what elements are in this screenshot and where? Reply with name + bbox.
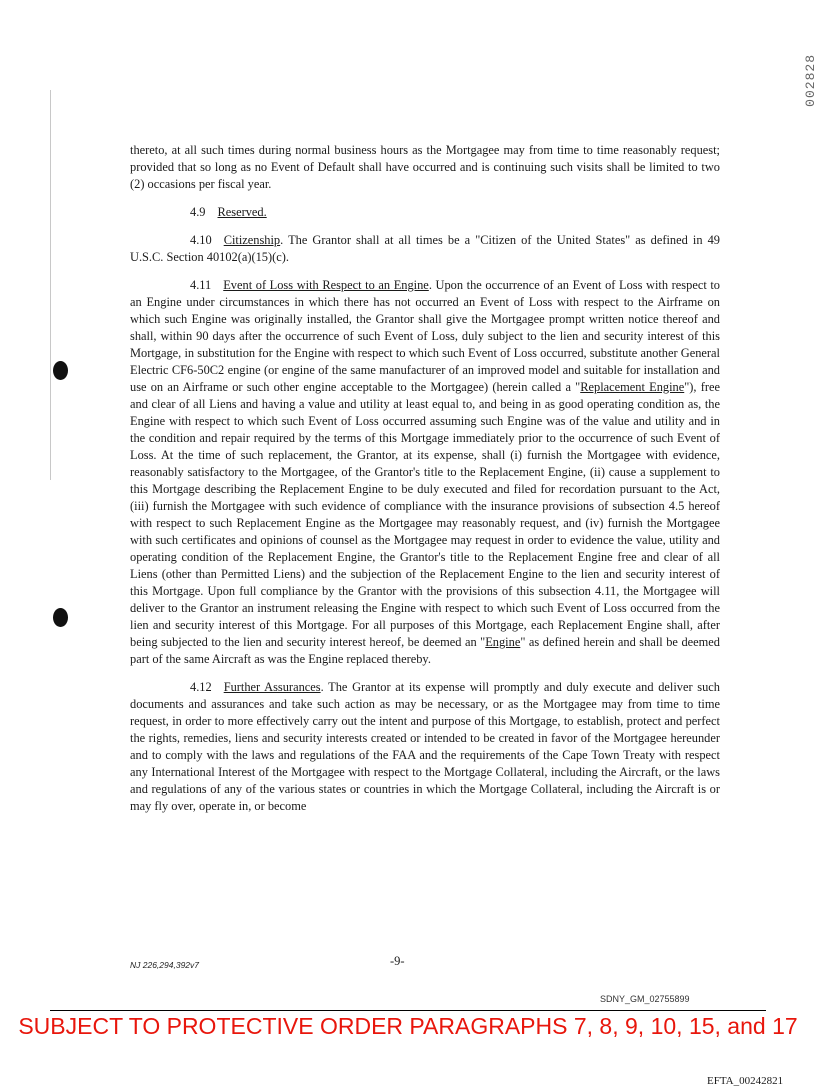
footer-rule bbox=[50, 1010, 766, 1011]
defined-term: Engine bbox=[485, 635, 521, 649]
bates-stamp: 002828 bbox=[803, 54, 818, 107]
section-heading: Event of Loss with Respect to an Engine bbox=[223, 278, 429, 292]
section-number: 4.9 bbox=[190, 205, 206, 219]
page-number: -9- bbox=[390, 954, 405, 968]
section-heading: Further Assurances bbox=[223, 680, 321, 694]
punch-hole-upper bbox=[53, 361, 68, 380]
continuation-paragraph: thereto, at all such times during normal business hours as the Mortgagee may from time to time reasonably request; provided that so long as no Event of Default shall have occurred and is continuing such visits shall be limited to two (2) occasions per fiscal year. bbox=[130, 143, 720, 191]
section-heading: Citizenship bbox=[223, 233, 281, 247]
section-heading: Reserved. bbox=[217, 205, 267, 219]
section-4-11 bbox=[130, 277, 720, 668]
control-number: SDNY_GM_02755899 bbox=[600, 994, 690, 1004]
document-id: NJ 226,294,392v7 bbox=[130, 960, 199, 970]
left-margin-line bbox=[50, 90, 51, 480]
section-text: " as defined herein and shall be deemed part of the same Aircraft as was the Engine replaced thereby. bbox=[130, 635, 720, 666]
punch-hole-lower bbox=[53, 608, 68, 627]
section-text: . The Grantor at its expense will promptly and duly execute and deliver such documents and assurances and take such action as may be necessary, or as the Mortgagee may from time to time request, in order to more effectively carry out the intent and purpose of this Mortgage, to establish, protect and perfect the rights, remedies, liens and security interests created or intended to be created in favor of the Mortgagee hereunder and to comply with the laws and regulations of the FAA and the requirements of the Cape Town Treaty with respect any International Interest of the Mortgagee with respect to the Mortgage Collateral, including the Aircraft, or the laws and regulations of any of the various states or countries in which the Mortgage Collateral, including the Aircraft is or may fly over, operate in, or become bbox=[130, 680, 720, 813]
defined-term: Replacement Engine bbox=[580, 380, 685, 394]
section-number: 4.10 bbox=[190, 233, 212, 247]
section-4-10 bbox=[130, 232, 720, 266]
section-4-9 bbox=[130, 204, 720, 221]
section-number: 4.11 bbox=[190, 278, 212, 292]
protective-order-banner: SUBJECT TO PROTECTIVE ORDER PARAGRAPHS 7, 8, 9, 10, 15, and 17 bbox=[18, 1013, 798, 1039]
section-number: 4.12 bbox=[190, 680, 212, 694]
section-4-12 bbox=[130, 679, 720, 815]
section-text: "), free and clear of all Liens and having a value and utility at least equal to, and being in as good operating condition as, the Engine with respect to which such Event of Loss occurred assuming such Engine was of the value and utility and in the condition and repair required by the terms of this Mortgage immediately prior to the occurrence of such Event of Loss. At the time of such replacement, the Grantor, at its expense, shall (i) furnish the Mortgagee with evidence, reasonably satisfactory to the Mortgagee, of the Grantor's title to the Replacement Engine, (ii) cause a supplement to this Mortgage describing the Replacement Engine to be duly executed and filed for recordation pursuant to the Act, (iii) furnish the Mortgagee with such evidence of compliance with the insurance provisions of subsection 4.5 hereof with respect to such Replacement Engine as the Mortgagee may reasonably request, and (iv) furnish the Mortgagee with such certificates and opinions of counsel as the Mortgagee may request in order to evidence the value, utility and operating condition of the Replacement Engine, the Grantor's title to the Replacement Engine free and clear of all Liens (other than Permitted Liens) and the subjection of the Replacement Engine to the lien and security interest of this Mortgage. Upon full compliance by the Grantor with the provisions of this subsection 4.11, the Mortgagee will deliver to the Grantor an instrument releasing the Engine with respect to which such Event of Loss occurred from the lien and security interest of this Mortgage. For all purposes of this Mortgage, each Replacement Engine shall, after being subjected to the lien and security interest hereof, be deemed an " bbox=[130, 380, 720, 649]
document-body bbox=[130, 142, 720, 826]
section-text: . Upon the occurrence of an Event of Loss with respect to an Engine under circumstances in which there has not occurred an Event of Loss with respect to the Airframe on which such Engine was originally installed, the Grantor shall give the Mortgagee prompt written notice thereof and shall, within 90 days after the occurrence of such Event of Loss, duly subject to the lien and security interest of this Mortgage, in substitution for the Engine with respect to which such Event of Loss occurred, substitute another General Electric CF6-50C2 engine (or engine of the same manufacturer of an improved model and suitable for installation and use on an Airframe or such other engine acceptable to the Mortgagee) (herein called a " bbox=[130, 278, 721, 394]
efta-number: EFTA_00242821 bbox=[707, 1075, 784, 1087]
section-text: . The Grantor shall at all times be a "Citizen of the United States" as defined in 49 U.S.C. Section 40102(a)(15)(c). bbox=[130, 233, 720, 264]
